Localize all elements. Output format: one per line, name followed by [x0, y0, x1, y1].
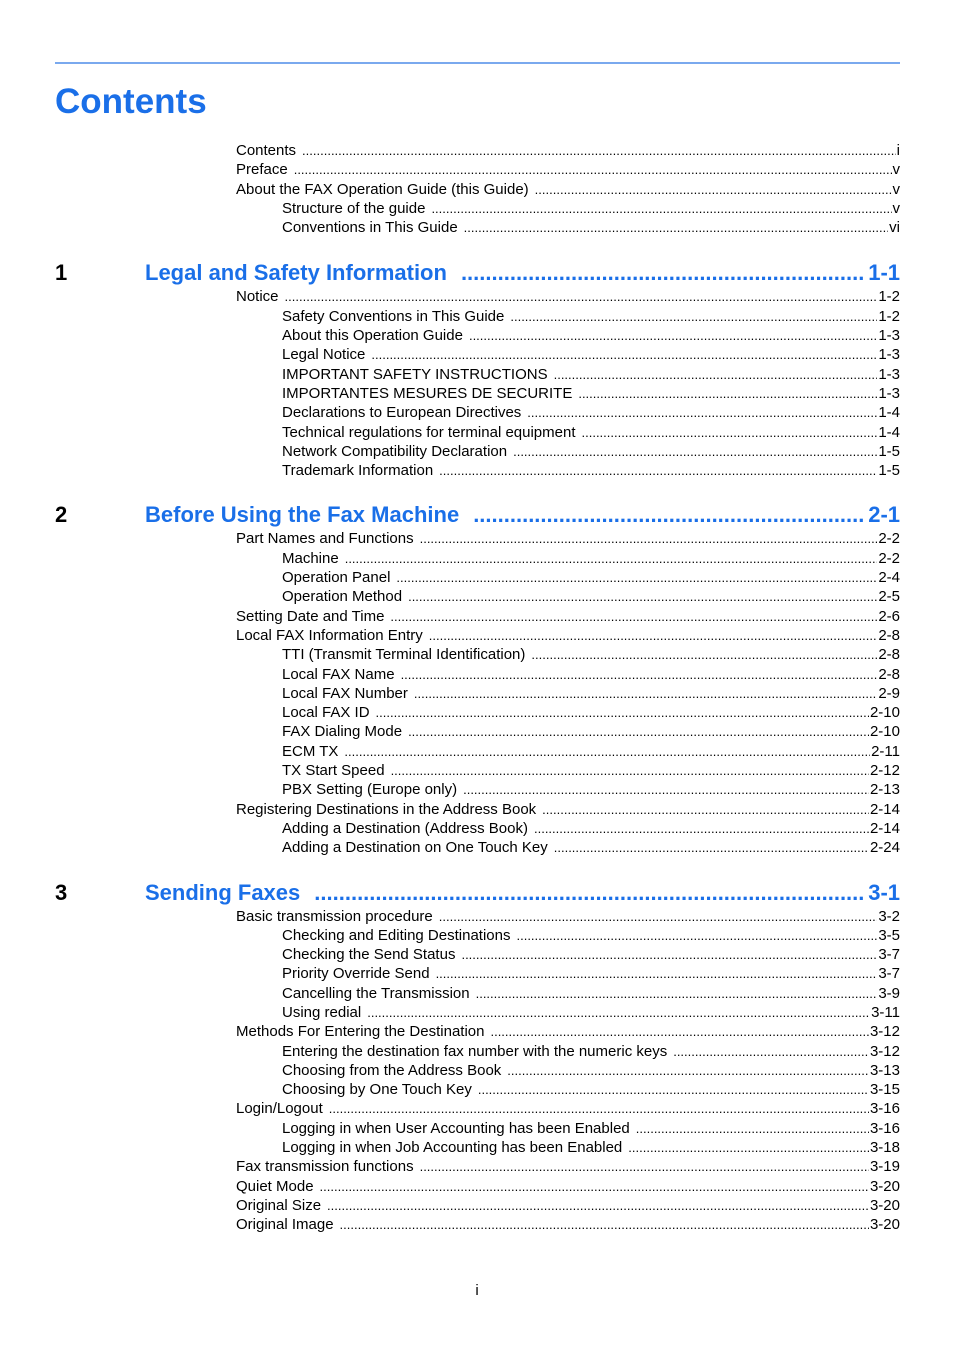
toc-entry-page: 2-8	[878, 646, 900, 664]
dot-leader	[344, 742, 870, 761]
toc-entry-title: IMPORTANTES MESURES DE SECURITE	[282, 384, 573, 402]
toc-entry-page: 1-2	[878, 288, 900, 306]
dot-leader	[476, 984, 878, 1003]
toc-entry-title: Declarations to European Directives	[282, 404, 522, 422]
toc-subentry[interactable]	[55, 1080, 900, 1099]
dot-leader	[554, 365, 878, 384]
dot-leader	[390, 607, 877, 626]
dot-leader	[401, 665, 878, 684]
toc-entry-title: Checking and Editing Destinations	[282, 926, 511, 944]
toc-entry-title: Choosing from the Address Book	[282, 1061, 502, 1079]
dot-leader	[636, 1119, 869, 1138]
toc-entry-page: 2-6	[878, 607, 900, 625]
toc-entry-page: 3-5	[878, 926, 900, 944]
spacer	[55, 237, 900, 260]
toc-entry-title: Part Names and Functions	[236, 530, 414, 548]
toc-subentry[interactable]	[55, 218, 900, 237]
dot-leader	[578, 384, 877, 403]
dot-leader	[294, 160, 892, 179]
toc-entry-page: 2-2	[878, 549, 900, 567]
toc-entry-title: Conventions in This Guide	[282, 219, 458, 237]
dot-leader	[463, 780, 869, 799]
toc-subentry[interactable]	[55, 568, 900, 587]
toc-subentry[interactable]	[55, 384, 900, 403]
dot-leader	[436, 964, 878, 983]
top-rule	[55, 62, 900, 64]
toc-entry-title: Network Compatibility Declaration	[282, 442, 508, 460]
toc-entry-title: Safety Conventions in This Guide	[282, 307, 505, 325]
toc-entry-page: 1-3	[878, 346, 900, 364]
table-of-contents	[55, 141, 900, 1235]
toc-subentry[interactable]	[55, 703, 900, 722]
toc-entry-title: Original Image	[236, 1216, 334, 1234]
page-title: Contents	[55, 82, 207, 121]
toc-entry-title: About this Operation Guide	[282, 327, 463, 345]
toc-entry-page: 3-20	[869, 1196, 900, 1214]
toc-subentry[interactable]	[55, 1138, 900, 1157]
toc-subentry[interactable]	[55, 345, 900, 364]
chapter-number: 1	[55, 260, 68, 286]
dot-leader	[507, 1061, 869, 1080]
dot-leader	[302, 141, 896, 160]
dot-leader	[469, 326, 877, 345]
toc-entry-page: 3-12	[869, 1042, 900, 1060]
dot-leader	[314, 880, 864, 906]
toc-entry[interactable]	[55, 141, 900, 160]
toc-entry-title: Operation Panel	[282, 569, 391, 587]
toc-entry[interactable]	[55, 626, 900, 645]
toc-entry-title: PBX Setting (Europe only)	[282, 781, 458, 799]
toc-entry-title: About the FAX Operation Guide (this Guide)	[236, 180, 529, 198]
toc-entry-page: 2-13	[869, 781, 900, 799]
toc-entry-page: 3-16	[869, 1100, 900, 1118]
toc-entry-title: Registering Destinations in the Address Book	[236, 800, 537, 818]
front-matter-list	[55, 141, 900, 237]
toc-subentry[interactable]	[55, 365, 900, 384]
toc-subentry[interactable]	[55, 742, 900, 761]
toc-entry-page: 2-4	[878, 569, 900, 587]
chapter-number: 3	[55, 879, 68, 905]
toc-subentry[interactable]	[55, 1061, 900, 1080]
toc-entry-title: Local FAX Number	[282, 684, 408, 702]
toc-entry-page: 3-9	[878, 984, 900, 1002]
toc-entry[interactable]	[55, 1196, 900, 1215]
chapter-page: 1-1	[868, 260, 900, 286]
toc-subentry[interactable]	[55, 780, 900, 799]
toc-subentry[interactable]	[55, 1119, 900, 1138]
toc-entry-page: 1-5	[878, 442, 900, 460]
dot-leader	[534, 819, 869, 838]
toc-entry-page: v	[892, 180, 900, 198]
toc-entry-title: FAX Dialing Mode	[282, 723, 403, 741]
toc-subentry[interactable]	[55, 964, 900, 983]
toc-subentry[interactable]	[55, 442, 900, 461]
toc-entry[interactable]	[55, 607, 900, 626]
chapter-page: 3-1	[868, 879, 900, 905]
toc-entry-page: 1-3	[878, 327, 900, 345]
dot-leader	[473, 502, 864, 528]
toc-entry[interactable]	[55, 1177, 900, 1196]
toc-entry-page: 3-2	[878, 907, 900, 925]
dot-leader	[554, 838, 869, 857]
toc-entry-page: 2-5	[878, 588, 900, 606]
dot-leader	[408, 722, 869, 741]
dot-leader	[439, 907, 878, 926]
dot-leader	[531, 645, 877, 664]
toc-entry-title: Contents	[236, 142, 297, 159]
dot-leader	[461, 945, 877, 964]
toc-entry-page: 3-7	[878, 946, 900, 964]
toc-entry-title: Using redial	[282, 1003, 362, 1021]
toc-subentry[interactable]	[55, 423, 900, 442]
dot-leader	[420, 529, 878, 548]
toc-entry-page: 3-20	[869, 1177, 900, 1195]
dot-leader	[478, 1080, 869, 1099]
toc-subentry[interactable]	[55, 1003, 900, 1022]
dot-leader	[329, 1099, 869, 1118]
toc-entry-title: Local FAX Information Entry	[236, 626, 423, 644]
dot-leader	[510, 307, 877, 326]
toc-entry-page: 3-13	[869, 1061, 900, 1079]
toc-entry[interactable]	[55, 1022, 900, 1041]
dot-leader	[371, 345, 877, 364]
chapter-list	[55, 237, 900, 1234]
toc-entry-page: v	[892, 199, 900, 217]
toc-entry-title: Local FAX ID	[282, 704, 370, 722]
dot-leader	[439, 461, 877, 480]
toc-entry-page: 2-10	[869, 704, 900, 722]
chapter-title: Legal and Safety Information	[145, 260, 447, 286]
dot-leader	[367, 1003, 870, 1022]
toc-entry-title: Entering the destination fax number with the numeric keys	[282, 1042, 668, 1060]
toc-entry-title: Technical regulations for terminal equipment	[282, 423, 576, 441]
toc-entry-page: 3-15	[869, 1081, 900, 1099]
toc-entry-title: Quiet Mode	[236, 1177, 314, 1195]
toc-entry-title: Fax transmission functions	[236, 1158, 414, 1176]
chapter-heading[interactable]	[55, 260, 900, 286]
toc-entry-page: 1-5	[878, 462, 900, 480]
dot-leader	[429, 626, 878, 645]
toc-entry-title: Preface	[236, 161, 288, 179]
toc-entry[interactable]	[55, 287, 900, 306]
toc-entry-page: 2-12	[869, 762, 900, 780]
chapter-title: Sending Faxes	[145, 879, 301, 905]
dot-leader	[391, 761, 869, 780]
toc-entry-page: 3-20	[869, 1216, 900, 1234]
toc-entry-page: 3-19	[869, 1158, 900, 1176]
toc-entry-title: Legal Notice	[282, 346, 366, 364]
toc-entry-page: vi	[889, 219, 900, 237]
toc-subentry[interactable]	[55, 819, 900, 838]
toc-subentry[interactable]	[55, 665, 900, 684]
toc-entry-page: i	[896, 142, 900, 159]
chapter-heading[interactable]	[55, 880, 900, 906]
toc-entry-title: Choosing by One Touch Key	[282, 1081, 472, 1099]
chapter-title: Before Using the Fax Machine	[145, 502, 460, 528]
dot-leader	[345, 549, 878, 568]
toc-entry-title: Adding a Destination on One Touch Key	[282, 839, 548, 857]
toc-entry-page: 2-10	[869, 723, 900, 741]
toc-subentry[interactable]	[55, 326, 900, 345]
toc-entry-page: 3-11	[871, 1003, 900, 1021]
toc-subentry[interactable]	[55, 926, 900, 945]
dot-leader	[414, 684, 877, 703]
toc-entry-title: Priority Override Send	[282, 965, 430, 983]
toc-subentry[interactable]	[55, 684, 900, 703]
toc-entry-title: Setting Date and Time	[236, 607, 385, 625]
toc-entry[interactable]	[55, 1157, 900, 1176]
toc-subentry[interactable]	[55, 549, 900, 568]
toc-entry-title: Methods For Entering the Destination	[236, 1023, 485, 1041]
toc-entry-page: 3-16	[869, 1119, 900, 1137]
toc-entry-page: 2-24	[869, 839, 900, 857]
chapter-page: 2-1	[868, 502, 900, 528]
toc-subentry[interactable]	[55, 461, 900, 480]
toc-subentry[interactable]	[55, 945, 900, 964]
dot-leader	[408, 587, 877, 606]
toc-entry-title: Structure of the guide	[282, 199, 426, 217]
toc-entry-page: 3-7	[878, 965, 900, 983]
spacer	[55, 480, 900, 502]
toc-entry-title: Original Size	[236, 1196, 322, 1214]
toc-entry-page: 3-12	[869, 1023, 900, 1041]
toc-entry[interactable]	[55, 907, 900, 926]
toc-entry-page: 2-9	[878, 684, 900, 702]
toc-entry[interactable]	[55, 800, 900, 819]
chapter-heading[interactable]	[55, 502, 900, 528]
toc-entry[interactable]	[55, 180, 900, 199]
toc-entry-title: Machine	[282, 549, 339, 567]
toc-entry-page: 2-8	[878, 626, 900, 644]
toc-subentry[interactable]	[55, 1042, 900, 1061]
dot-leader	[464, 218, 888, 237]
toc-entry-title: IMPORTANT SAFETY INSTRUCTIONS	[282, 365, 548, 383]
toc-entry-page: 1-4	[878, 423, 900, 441]
toc-entry-title: Trademark Information	[282, 462, 434, 480]
toc-subentry[interactable]	[55, 403, 900, 422]
dot-leader	[340, 1215, 869, 1234]
dot-leader	[490, 1022, 869, 1041]
toc-entry[interactable]	[55, 1215, 900, 1234]
toc-entry[interactable]	[55, 1099, 900, 1118]
chapter-number: 2	[55, 502, 68, 528]
dot-leader	[516, 926, 877, 945]
toc-entry-page: 2-11	[871, 742, 900, 760]
toc-entry-title: Login/Logout	[236, 1100, 323, 1118]
toc-entry-page: 1-4	[878, 404, 900, 422]
dot-leader	[320, 1177, 869, 1196]
toc-entry-title: Notice	[236, 288, 279, 306]
toc-entry-title: ECM TX	[282, 742, 339, 760]
toc-entry-page: 1-3	[878, 365, 900, 383]
toc-entry-page: 3-18	[869, 1139, 900, 1157]
dot-leader	[628, 1138, 869, 1157]
toc-entry-title: Cancelling the Transmission	[282, 984, 470, 1002]
toc-entry-title: Operation Method	[282, 588, 403, 606]
toc-entry-page: 2-8	[878, 665, 900, 683]
toc-subentry[interactable]	[55, 199, 900, 218]
spacer	[55, 858, 900, 880]
toc-entry-title: Checking the Send Status	[282, 946, 456, 964]
toc-entry-title: Logging in when Job Accounting has been Enabled	[282, 1139, 623, 1157]
toc-entry-page: v	[892, 161, 900, 179]
toc-subentry[interactable]	[55, 838, 900, 857]
dot-leader	[535, 180, 892, 199]
toc-entry-title: TTI (Transmit Terminal Identification)	[282, 646, 526, 664]
dot-leader	[431, 199, 891, 218]
toc-entry-page: 2-14	[869, 819, 900, 837]
toc-entry[interactable]	[55, 529, 900, 548]
toc-entry[interactable]	[55, 160, 900, 179]
toc-subentry[interactable]	[55, 645, 900, 664]
toc-entry-title: Adding a Destination (Address Book)	[282, 819, 528, 837]
dot-leader	[513, 442, 877, 461]
dot-leader	[582, 423, 878, 442]
dot-leader	[376, 703, 869, 722]
toc-entry-page: 2-14	[869, 800, 900, 818]
toc-entry-page: 2-2	[878, 530, 900, 548]
toc-subentry[interactable]	[55, 761, 900, 780]
toc-subentry[interactable]	[55, 722, 900, 741]
toc-subentry[interactable]	[55, 984, 900, 1003]
toc-entry-page: 1-2	[878, 307, 900, 325]
toc-entry-title: TX Start Speed	[282, 762, 385, 780]
dot-leader	[527, 403, 877, 422]
dot-leader	[396, 568, 877, 587]
dot-leader	[673, 1042, 869, 1061]
page-number: i	[475, 1282, 479, 1299]
dot-leader	[420, 1157, 869, 1176]
dot-leader	[542, 800, 869, 819]
dot-leader	[461, 260, 864, 286]
dot-leader	[327, 1196, 869, 1215]
toc-entry-page: 1-3	[878, 384, 900, 402]
toc-subentry[interactable]	[55, 307, 900, 326]
toc-entry-title: Basic transmission procedure	[236, 907, 433, 925]
toc-entry-title: Local FAX Name	[282, 665, 395, 683]
toc-subentry[interactable]	[55, 587, 900, 606]
toc-entry-title: Logging in when User Accounting has been Enabled	[282, 1119, 630, 1137]
dot-leader	[285, 287, 878, 306]
